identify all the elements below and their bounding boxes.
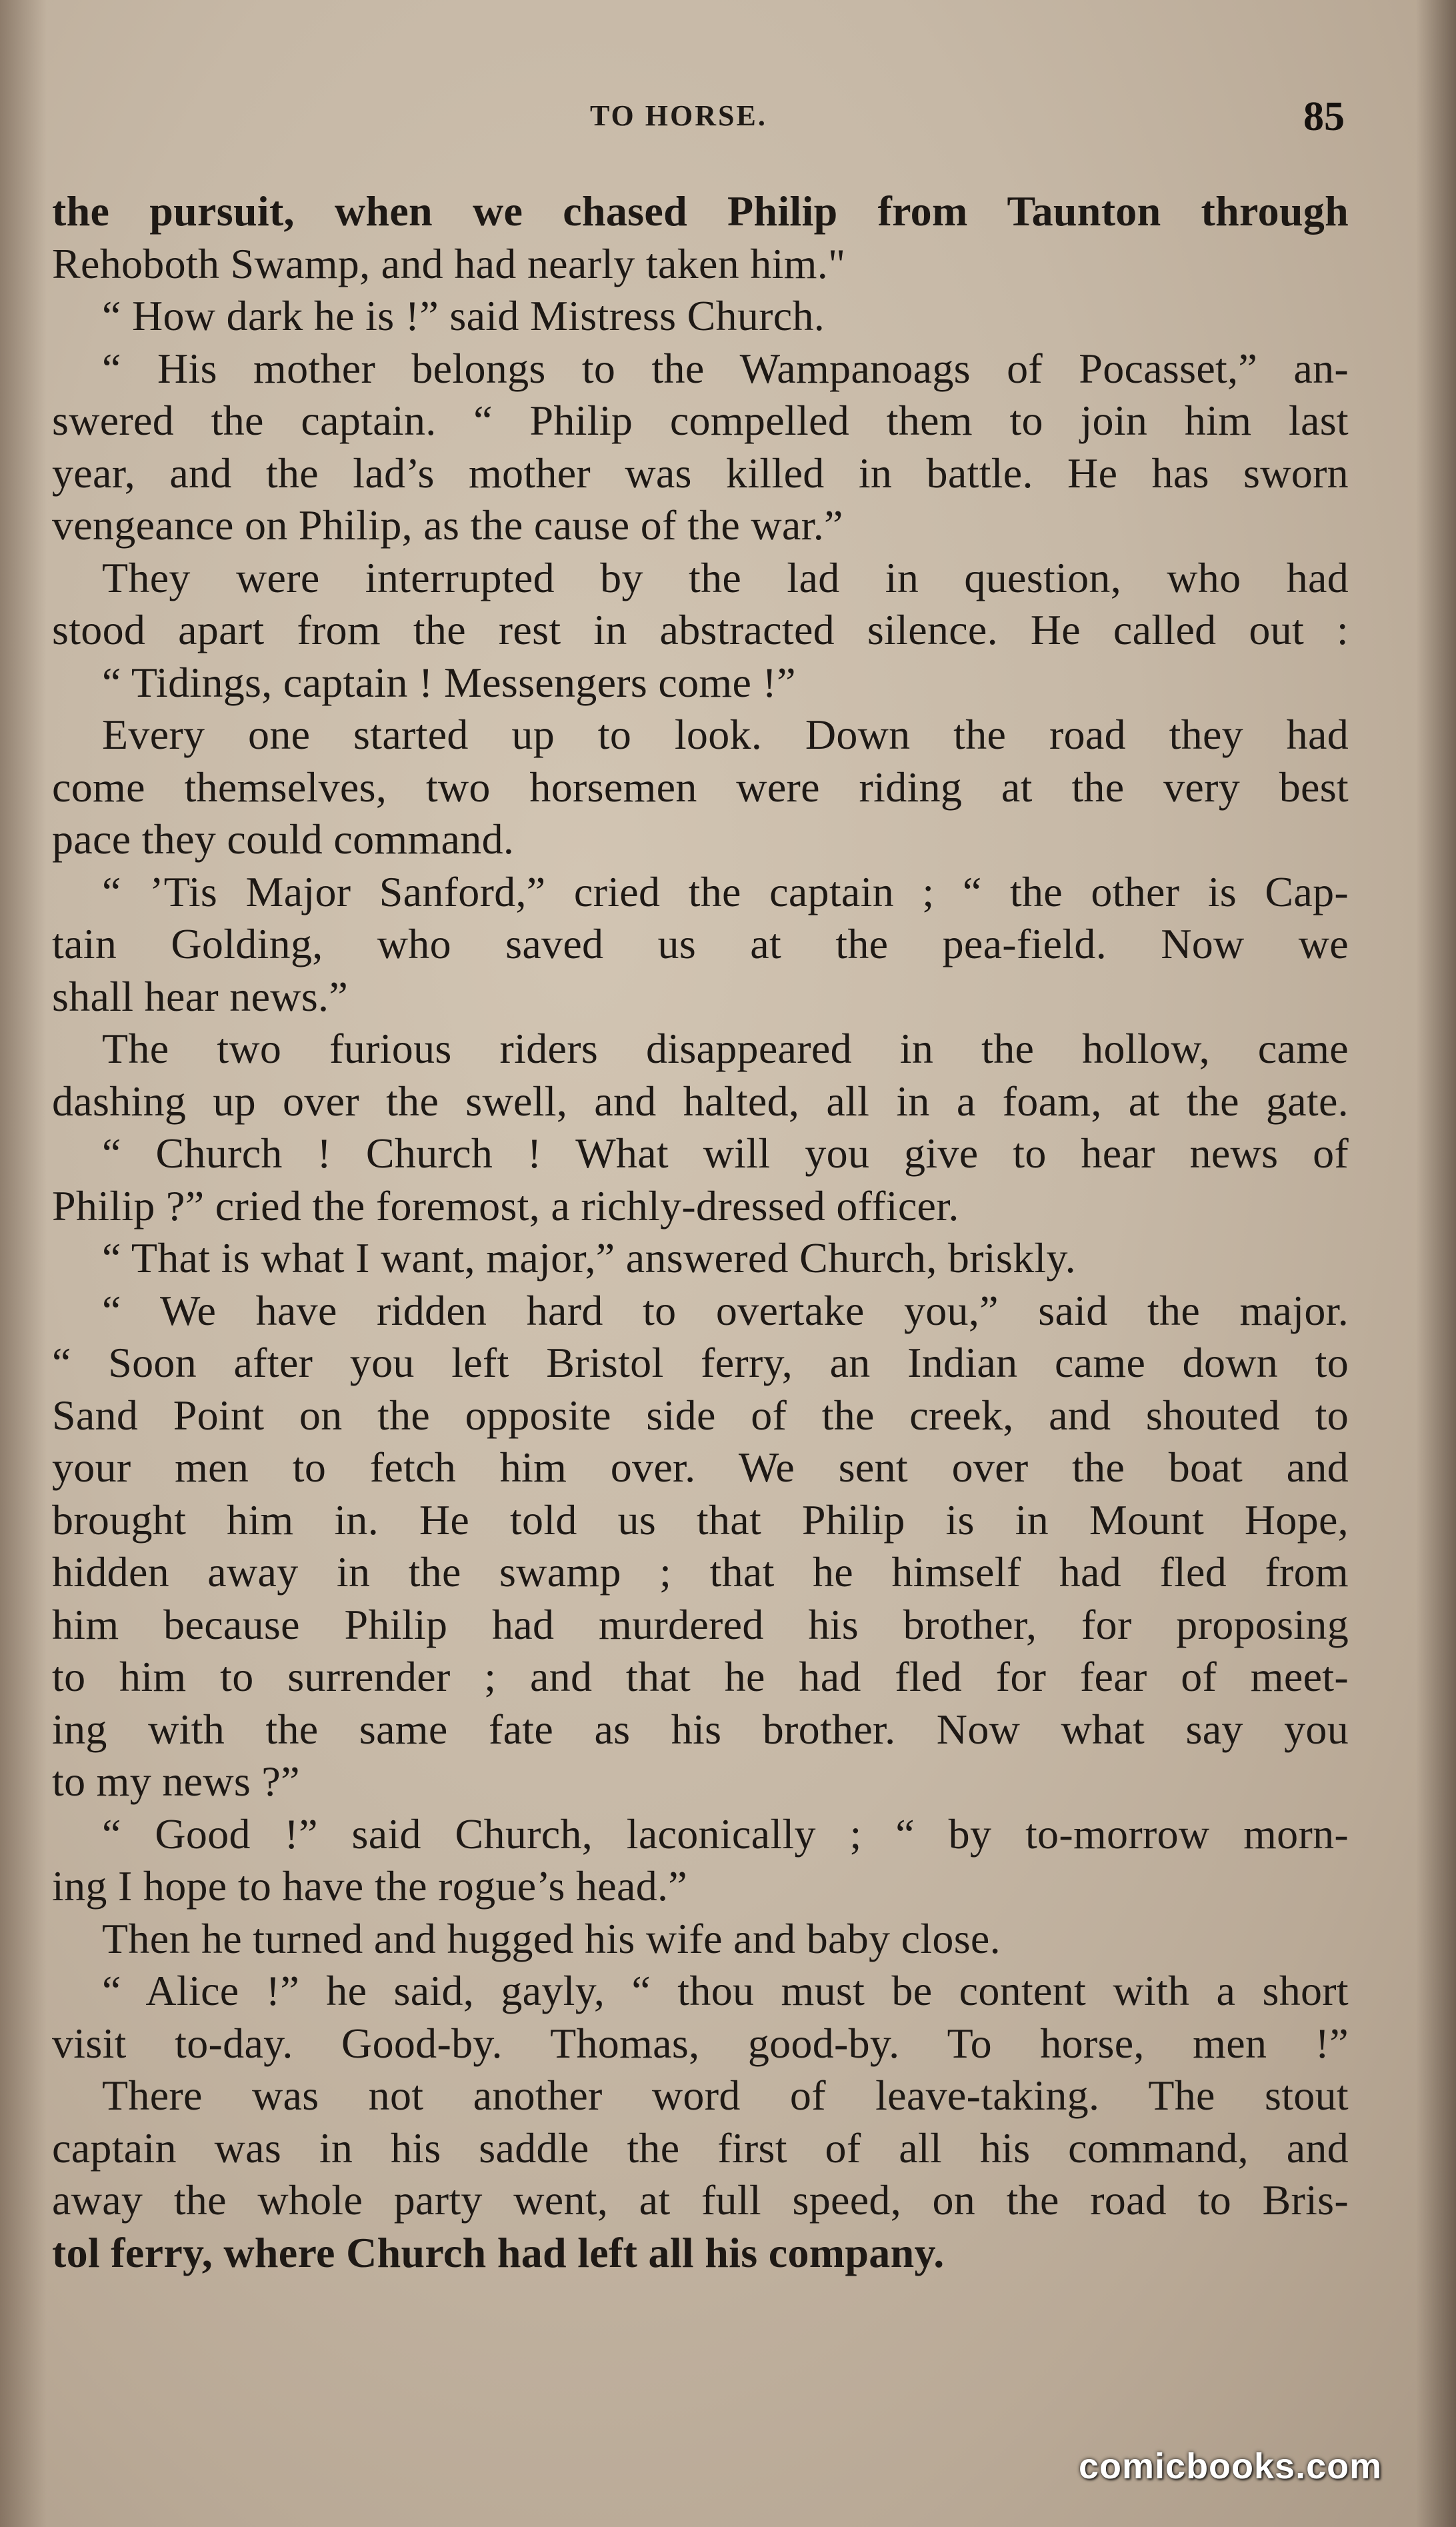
text-line: stood apart from the rest in abstracted silence. He called out : [52, 606, 1349, 653]
page-number: 85 [1303, 94, 1345, 139]
text-line: “ Church ! Church ! What will you give to hear news of [102, 1129, 1349, 1177]
text-line: “ Tidings, captain ! Messengers come !” [102, 658, 796, 706]
text-line: tain Golding, who saved us at the pea-field. Now we [52, 920, 1349, 967]
text-line: swered the captain. “ Philip compelled them to join him last [52, 397, 1349, 444]
text-line: “ How dark he is !” said Mistress Church. [102, 292, 825, 339]
text-line: “ Good !” said Church, laconically ; “ by to-morrow morn- [102, 1810, 1349, 1858]
text-line: “ ’Tis Major Sanford,” cried the captain ; “ the other is Cap- [102, 867, 1349, 915]
text-line: dashing up over the swell, and halted, all in a foam, at the gate. [52, 1077, 1349, 1125]
body-text [52, 185, 1349, 2279]
text-line: year, and the lad’s mother was killed in battle. He has sworn [52, 449, 1349, 497]
text-line: “ We have ridden hard to overtake you,” said the major. [102, 1286, 1349, 1334]
text-line: Rehoboth Swamp, and had nearly taken him." [52, 239, 846, 287]
text-line: shall hear news.” [52, 972, 349, 1020]
text-line: pace they could command. [52, 815, 515, 863]
text-line: away the whole party went, at full speed, on the road to Bris- [52, 2176, 1349, 2224]
text-line: tol ferry, where Church had left all his company. [52, 2228, 945, 2276]
text-line: ing I hope to have the rogue’s head.” [52, 1862, 688, 1910]
text-line: come themselves, two horsemen were riding at the very best [52, 763, 1349, 811]
text-line: Every one started up to look. Down the road they had [102, 711, 1349, 758]
text-line: ing with the same fate as his brother. Now what say you [52, 1705, 1349, 1753]
text-line: hidden away in the swamp ; that he himself had fled from [52, 1548, 1349, 1596]
text-line: to my news ?” [52, 1758, 300, 1805]
watermark: comicbooks.com [1079, 2446, 1383, 2486]
text-line: vengeance on Philip, as the cause of the war.” [52, 501, 843, 549]
text-line: They were interrupted by the lad in question, who had [102, 553, 1349, 601]
text-line: Then he turned and hugged his wife and baby close. [102, 1914, 1001, 1962]
text-line: Sand Point on the opposite side of the creek, and shouted to [52, 1391, 1349, 1439]
text-line: “ Alice !” he said, gayly, “ thou must be content with a short [102, 1967, 1349, 2014]
text-line: to him to surrender ; and that he had fled for fear of meet- [52, 1653, 1349, 1700]
running-title: TO HORSE. [590, 99, 767, 132]
text-line: captain was in his saddle the first of all his command, and [52, 2124, 1349, 2172]
text-line: Philip ?” cried the foremost, a richly-dressed officer. [52, 1181, 959, 1229]
page-header [0, 93, 1456, 147]
text-line: “ His mother belongs to the Wampanoags of Pocasset,” an- [102, 344, 1349, 392]
text-line: him because Philip had murdered his brother, for proposing [52, 1600, 1349, 1648]
text-line: “ That is what I want, major,” answered Church, briskly. [102, 1234, 1076, 1282]
text-line: The two furious riders disappeared in the hollow, came [102, 1025, 1349, 1072]
text-line: visit to-day. Good-by. Thomas, good-by. To horse, men !” [52, 2019, 1349, 2067]
text-line: brought him in. He told us that Philip is in Mount Hope, [52, 1496, 1349, 1544]
text-line: the pursuit, when we chased Philip from Taunton through [52, 187, 1349, 235]
text-line: There was not another word of leave-taking. The stout [102, 2072, 1349, 2119]
text-line: your men to fetch him over. We sent over the boat and [52, 1444, 1349, 1491]
text-line: “ Soon after you left Bristol ferry, an Indian came down to [52, 1339, 1349, 1386]
